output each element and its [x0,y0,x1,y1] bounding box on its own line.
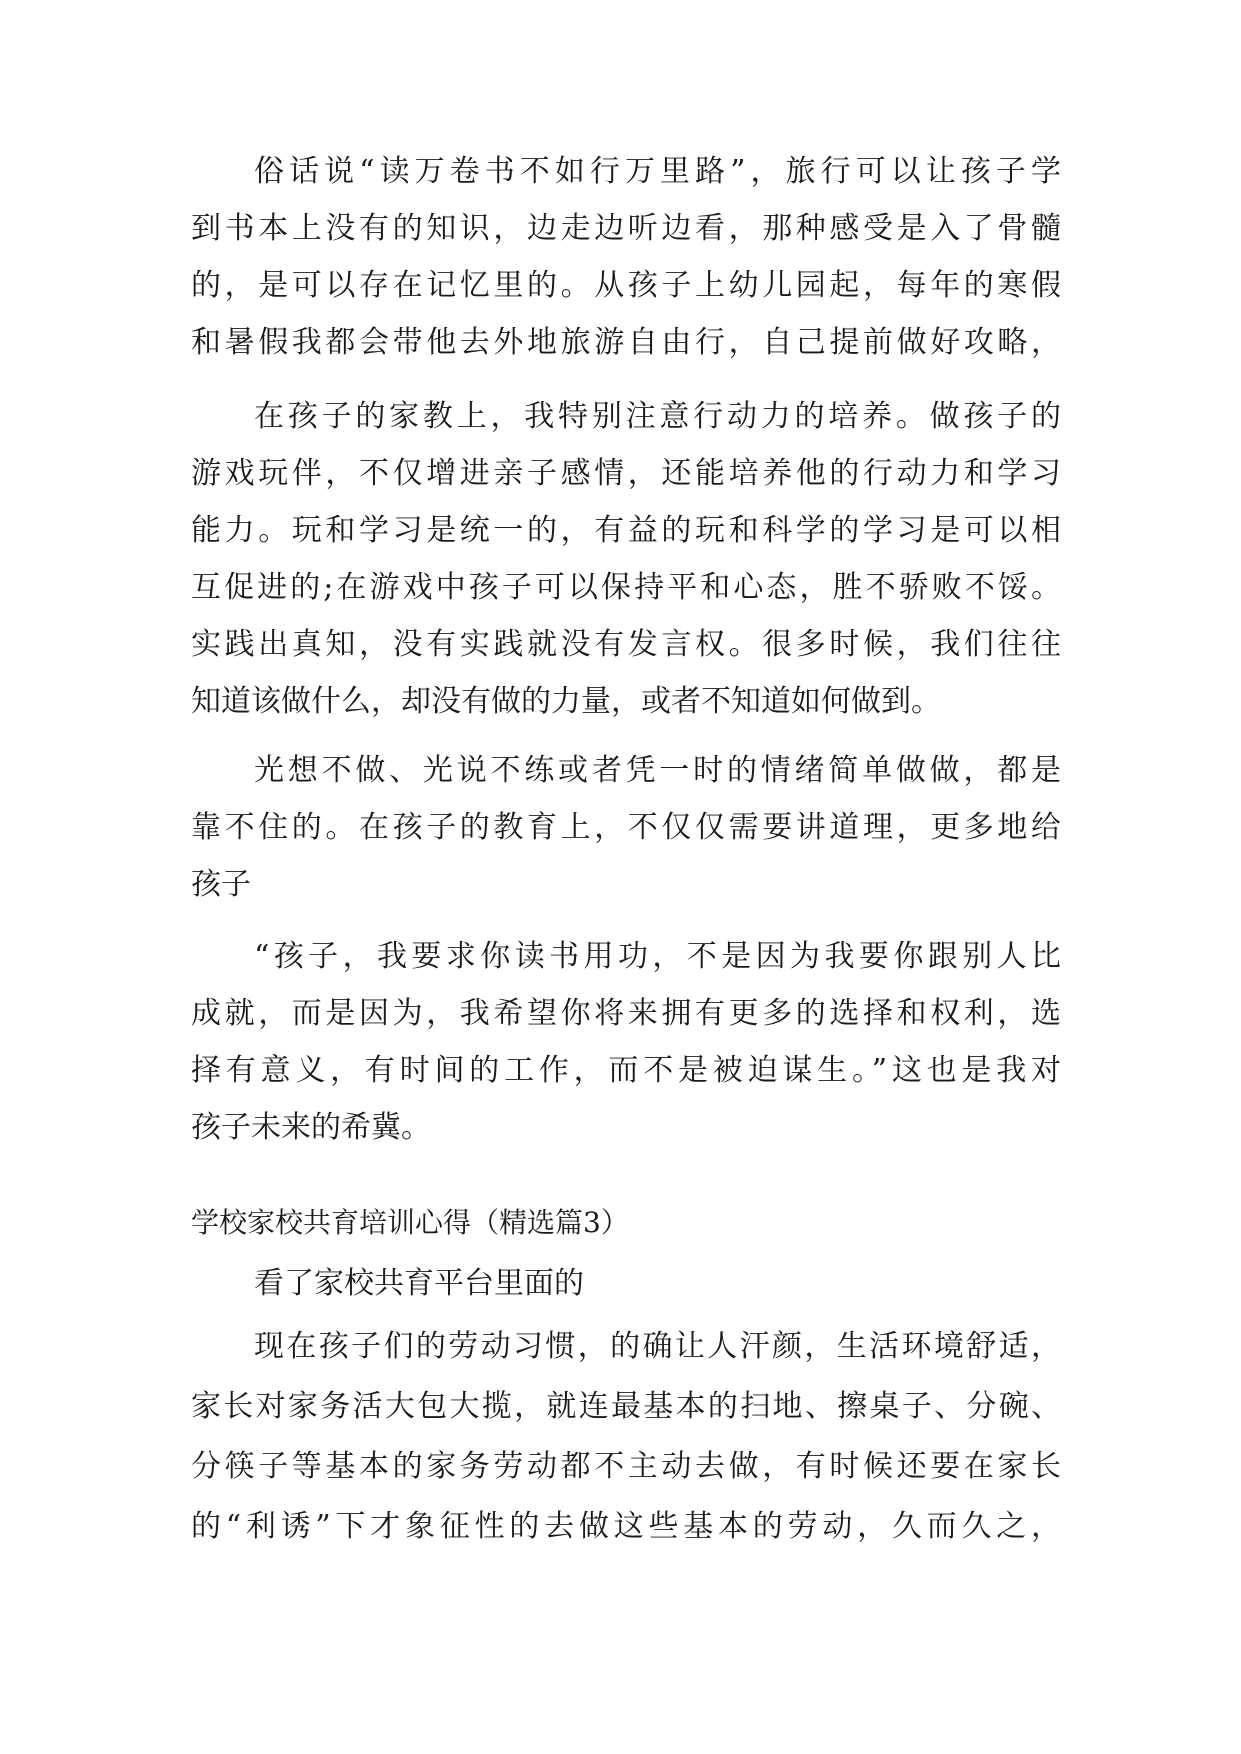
paragraph-3-line-3: 孩子 [191,867,251,902]
paragraph-6-line-4: 的“利诱”下才象征性的去做这些基本的劳动，久而久之， [191,1509,1061,1544]
paragraph-2-line-2: 游戏玩伴，不仅增进亲子感情，还能培养他的行动力和学习 [191,456,1061,491]
paragraph-1-line-1: 俗话说“读万卷书不如行万里路”，旅行可以让孩子学 [254,154,1061,189]
paragraph-2-line-3: 能力。玩和学习是统一的，有益的玩和科学的学习是可以相 [191,513,1061,548]
paragraph-6-line-3: 分筷子等基本的家务劳动都不主动去做，有时候还要在家长 [191,1449,1061,1484]
paragraph-1-line-3: 的，是可以存在记忆里的。从孩子上幼儿园起，每年的寒假 [191,268,1061,303]
paragraph-2-line-4: 互促进的;在游戏中孩子可以保持平和心态，胜不骄败不馁。 [191,570,1061,605]
paragraph-6-line-1: 现在孩子们的劳动习惯，的确让人汗颜，生活环境舒适， [254,1329,1061,1364]
paragraph-3-line-2: 靠不住的。在孩子的教育上，不仅仅需要讲道理，更多地给 [191,810,1061,845]
paragraph-1-line-4: 和暑假我都会带他去外地旅游自由行，自己提前做好攻略， [191,325,1061,360]
paragraph-1-line-2: 到书本上没有的知识，边走边听边看，那种感受是入了骨髓 [191,211,1061,246]
paragraph-2-line-5: 实践出真知，没有实践就没有发言权。很多时候，我们往往 [191,627,1061,662]
paragraph-5-line-1: 看了家校共育平台里面的 [254,1266,584,1301]
paragraph-4-line-3: 择有意义，有时间的工作，而不是被迫谋生。”这也是我对 [191,1053,1061,1088]
paragraph-4-line-2: 成就，而是因为，我希望你将来拥有更多的选择和权利，选 [191,996,1061,1031]
paragraph-6-line-2: 家长对家务活大包大揽，就连最基本的扫地、擦桌子、分碗、 [191,1389,1061,1424]
paragraph-2-line-6: 知道该做什么，却没有做的力量，或者不知道如何做到。 [191,684,941,719]
section-heading: 学校家校共育培训心得（精选篇3） [191,1206,629,1239]
paragraph-3-line-1: 光想不做、光说不练或者凭一时的情绪简单做做，都是 [254,753,1061,788]
paragraph-4-line-1: “孩子，我要求你读书用功，不是因为我要你跟别人比 [254,939,1061,974]
paragraph-4-line-4: 孩子未来的希冀。 [191,1110,431,1145]
paragraph-2-line-1: 在孩子的家教上，我特别注意行动力的培养。做孩子的 [254,399,1061,434]
